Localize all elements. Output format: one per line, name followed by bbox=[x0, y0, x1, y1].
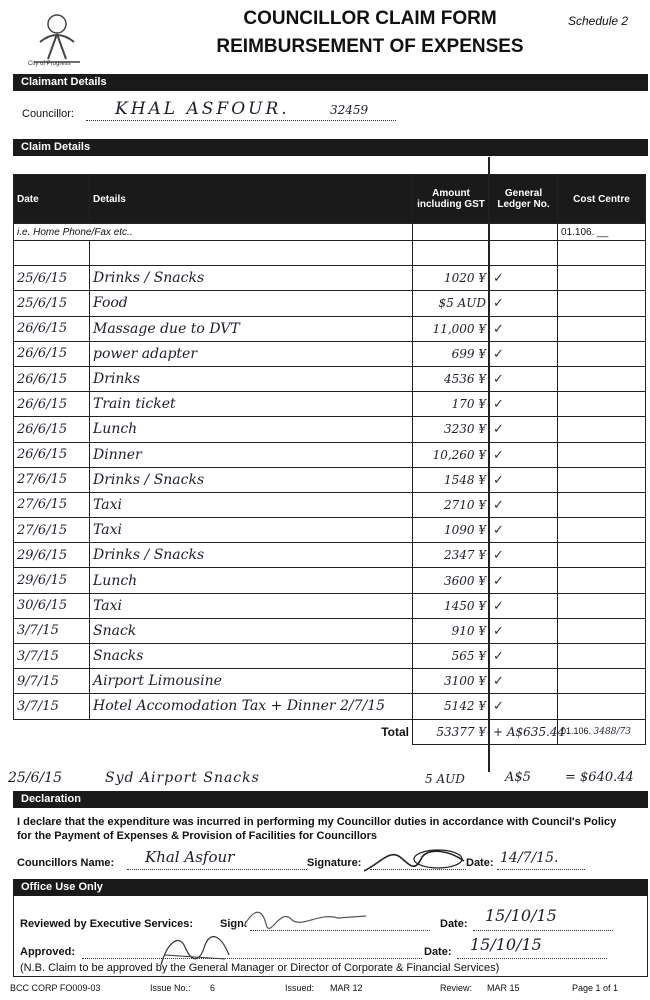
row-amount: 4536 ¥ bbox=[413, 366, 490, 391]
row-date: 9/7/15 bbox=[14, 669, 90, 694]
row-cost-centre bbox=[558, 266, 646, 291]
form-code: BCC CORP FO009-03 bbox=[10, 983, 101, 993]
row-amount: 1450 ¥ bbox=[413, 593, 490, 618]
table-row bbox=[14, 467, 646, 492]
example-cost-centre: 01.106. __ bbox=[558, 224, 646, 241]
row-details: Snack bbox=[90, 618, 413, 643]
col-details: Details bbox=[90, 175, 413, 224]
row-ledger-tick: ✓ bbox=[490, 492, 558, 517]
row-date: 3/7/15 bbox=[14, 644, 90, 669]
row-date: 25/6/15 bbox=[14, 291, 90, 316]
form-subtitle: REIMBURSEMENT OF EXPENSES bbox=[216, 36, 524, 57]
approved-label: Approved: bbox=[20, 946, 75, 958]
row-ledger-tick: ✓ bbox=[490, 669, 558, 694]
row-ledger-tick: ✓ bbox=[490, 593, 558, 618]
row-details: Dinner bbox=[90, 442, 413, 467]
schedule-label: Schedule 2 bbox=[568, 14, 629, 28]
row-ledger-tick: ✓ bbox=[490, 543, 558, 568]
row-cost-centre bbox=[558, 492, 646, 517]
table-row bbox=[14, 618, 646, 643]
row-amount: 699 ¥ bbox=[413, 341, 490, 366]
row-date: 27/6/15 bbox=[14, 467, 90, 492]
councillor-number: 32459 bbox=[330, 103, 369, 117]
col-date: Date bbox=[14, 175, 90, 224]
row-cost-centre bbox=[558, 442, 646, 467]
councillor-label: Councillor: bbox=[22, 108, 74, 120]
row-details: Train ticket bbox=[90, 392, 413, 417]
extra-aud: A$5 bbox=[505, 770, 531, 785]
row-details: Taxi bbox=[90, 593, 413, 618]
row-amount: 1020 ¥ bbox=[413, 266, 490, 291]
row-cost-centre bbox=[558, 669, 646, 694]
row-details: Snacks bbox=[90, 644, 413, 669]
table-row bbox=[14, 593, 646, 618]
row-date: 26/6/15 bbox=[14, 316, 90, 341]
row-ledger-tick: ✓ bbox=[490, 467, 558, 492]
row-date: 29/6/15 bbox=[14, 543, 90, 568]
signature-label: Signature: bbox=[307, 857, 362, 869]
council-logo bbox=[28, 4, 86, 66]
row-date: 26/6/15 bbox=[14, 392, 90, 417]
row-amount: $5 AUD bbox=[413, 291, 490, 316]
row-ledger-tick: ✓ bbox=[490, 644, 558, 669]
row-ledger-tick: ✓ bbox=[490, 366, 558, 391]
row-date: 27/6/15 bbox=[14, 518, 90, 543]
row-details: power adapter bbox=[90, 341, 413, 366]
row-details: Drinks / Snacks bbox=[90, 467, 413, 492]
row-amount: 2710 ¥ bbox=[413, 492, 490, 517]
col-amount: Amount including GST bbox=[413, 175, 490, 224]
table-row bbox=[14, 392, 646, 417]
grand-total: = $640.44 bbox=[565, 770, 634, 785]
table-header bbox=[14, 175, 646, 224]
row-cost-centre bbox=[558, 694, 646, 719]
row-amount: 1090 ¥ bbox=[413, 518, 490, 543]
row-details: Taxi bbox=[90, 518, 413, 543]
row-cost-centre bbox=[558, 366, 646, 391]
row-amount: 170 ¥ bbox=[413, 392, 490, 417]
row-details: Drinks / Snacks bbox=[90, 266, 413, 291]
extra-date: 25/6/15 bbox=[8, 770, 62, 786]
signature-mark bbox=[360, 843, 470, 877]
row-details: Hotel Accomodation Tax + Dinner 2/7/15 bbox=[90, 694, 413, 719]
table-row bbox=[14, 568, 646, 593]
councillor-dotline bbox=[86, 120, 396, 121]
row-details: Lunch bbox=[90, 417, 413, 442]
total-row bbox=[14, 719, 646, 744]
row-cost-centre bbox=[558, 568, 646, 593]
table-row bbox=[14, 366, 646, 391]
row-date: 26/6/15 bbox=[14, 417, 90, 442]
row-amount: 2347 ¥ bbox=[413, 543, 490, 568]
logo-caption: City of Progress bbox=[28, 61, 71, 67]
form-title: COUNCILLOR CLAIM FORM bbox=[243, 8, 497, 29]
declaration-date-label: Date: bbox=[466, 857, 494, 869]
councillor-name-value: Khal Asfour bbox=[145, 848, 235, 866]
approval-note: (N.B. Claim to be approved by the General Manager or Director of Corporate & Financial Services) bbox=[20, 962, 500, 974]
sign-label: Sign: bbox=[220, 918, 248, 930]
office-section-bar: Office Use Only bbox=[13, 879, 648, 896]
row-ledger-tick: ✓ bbox=[490, 618, 558, 643]
row-details: Food bbox=[90, 291, 413, 316]
table-row bbox=[14, 442, 646, 467]
review-value: MAR 15 bbox=[487, 983, 520, 993]
total-cost-centre: 01.106. 3488/73 bbox=[558, 719, 646, 744]
issue-value: 6 bbox=[210, 983, 216, 993]
claims-table bbox=[13, 174, 646, 745]
row-cost-centre bbox=[558, 644, 646, 669]
row-ledger-tick: ✓ bbox=[490, 417, 558, 442]
row-ledger-tick: ✓ bbox=[490, 266, 558, 291]
row-amount: 3600 ¥ bbox=[413, 568, 490, 593]
row-date: 29/6/15 bbox=[14, 568, 90, 593]
table-row bbox=[14, 694, 646, 719]
row-ledger-tick: ✓ bbox=[490, 694, 558, 719]
row-cost-centre bbox=[558, 518, 646, 543]
total-aud: + A$635.44 bbox=[490, 719, 558, 744]
councillor-name: KHAL ASFOUR. bbox=[115, 99, 290, 119]
row-ledger-tick: ✓ bbox=[490, 316, 558, 341]
row-cost-centre bbox=[558, 392, 646, 417]
row-date: 30/6/15 bbox=[14, 593, 90, 618]
table-row bbox=[14, 316, 646, 341]
table-row bbox=[14, 543, 646, 568]
declaration-text: I declare that the expenditure was incurred in performing my Councillor duties in accordance with Council's Policy for the Payment of Expenses & Provision of Facilities for Councillors bbox=[17, 816, 617, 842]
row-cost-centre bbox=[558, 291, 646, 316]
row-details: Lunch bbox=[90, 568, 413, 593]
review-label: Review: bbox=[440, 983, 473, 993]
row-date: 26/6/15 bbox=[14, 341, 90, 366]
row-amount: 1548 ¥ bbox=[413, 467, 490, 492]
table-row bbox=[14, 644, 646, 669]
reviewer-signature bbox=[240, 902, 370, 932]
col-ledger: General Ledger No. bbox=[490, 175, 558, 224]
row-cost-centre bbox=[558, 543, 646, 568]
total-label: Total bbox=[90, 719, 413, 744]
claimant-section-bar: Claimant Details bbox=[13, 74, 648, 91]
total-amount: 53377 ¥ bbox=[413, 719, 490, 744]
reviewed-date-value: 15/10/15 bbox=[485, 906, 557, 925]
row-cost-centre bbox=[558, 417, 646, 442]
row-cost-centre bbox=[558, 618, 646, 643]
ledger-divider-line bbox=[488, 157, 490, 772]
row-cost-centre bbox=[558, 341, 646, 366]
issued-label: Issued: bbox=[285, 983, 315, 993]
claim-section-bar: Claim Details bbox=[13, 139, 648, 156]
extra-details: Syd Airport Snacks bbox=[105, 770, 260, 786]
issue-label: Issue No.: bbox=[150, 983, 191, 993]
row-amount: 11,000 ¥ bbox=[413, 316, 490, 341]
row-date: 3/7/15 bbox=[14, 618, 90, 643]
row-date: 25/6/15 bbox=[14, 266, 90, 291]
declaration-date-value: 14/7/15. bbox=[500, 850, 559, 866]
row-date: 27/6/15 bbox=[14, 492, 90, 517]
row-ledger-tick: ✓ bbox=[490, 442, 558, 467]
row-ledger-tick: ✓ bbox=[490, 341, 558, 366]
row-amount: 910 ¥ bbox=[413, 618, 490, 643]
row-details: Airport Limousine bbox=[90, 669, 413, 694]
table-row bbox=[14, 291, 646, 316]
example-details: i.e. Home Phone/Fax etc.. bbox=[14, 224, 413, 241]
table-row bbox=[14, 669, 646, 694]
approved-date-value: 15/10/15 bbox=[470, 935, 542, 954]
row-amount: 10,260 ¥ bbox=[413, 442, 490, 467]
row-details: Drinks / Snacks bbox=[90, 543, 413, 568]
row-amount: 3100 ¥ bbox=[413, 669, 490, 694]
table-row bbox=[14, 341, 646, 366]
reviewed-date-label: Date: bbox=[440, 918, 468, 930]
row-details: Drinks bbox=[90, 366, 413, 391]
row-date: 3/7/15 bbox=[14, 694, 90, 719]
row-date: 26/6/15 bbox=[14, 442, 90, 467]
row-ledger-tick: ✓ bbox=[490, 518, 558, 543]
row-ledger-tick: ✓ bbox=[490, 291, 558, 316]
row-amount: 3230 ¥ bbox=[413, 417, 490, 442]
approved-date-label: Date: bbox=[424, 946, 452, 958]
table-row bbox=[14, 417, 646, 442]
table-row bbox=[14, 266, 646, 291]
row-date: 26/6/15 bbox=[14, 366, 90, 391]
table-row bbox=[14, 518, 646, 543]
row-cost-centre bbox=[558, 467, 646, 492]
table-row bbox=[14, 492, 646, 517]
declaration-section-bar: Declaration bbox=[13, 791, 648, 808]
blank-row bbox=[14, 241, 646, 266]
reviewed-label: Reviewed by Executive Services: bbox=[20, 918, 194, 930]
row-amount: 565 ¥ bbox=[413, 644, 490, 669]
row-amount: 5142 ¥ bbox=[413, 694, 490, 719]
example-row bbox=[14, 224, 646, 241]
row-cost-centre bbox=[558, 593, 646, 618]
row-cost-centre bbox=[558, 316, 646, 341]
councillor-name-label: Councillors Name: bbox=[17, 857, 115, 869]
row-ledger-tick: ✓ bbox=[490, 392, 558, 417]
row-details: Taxi bbox=[90, 492, 413, 517]
row-ledger-tick: ✓ bbox=[490, 568, 558, 593]
col-cost-centre: Cost Centre bbox=[558, 175, 646, 224]
extra-amount: 5 AUD bbox=[425, 772, 465, 786]
page-number: Page 1 of 1 bbox=[572, 983, 619, 993]
issued-value: MAR 12 bbox=[330, 983, 363, 993]
row-details: Massage due to DVT bbox=[90, 316, 413, 341]
